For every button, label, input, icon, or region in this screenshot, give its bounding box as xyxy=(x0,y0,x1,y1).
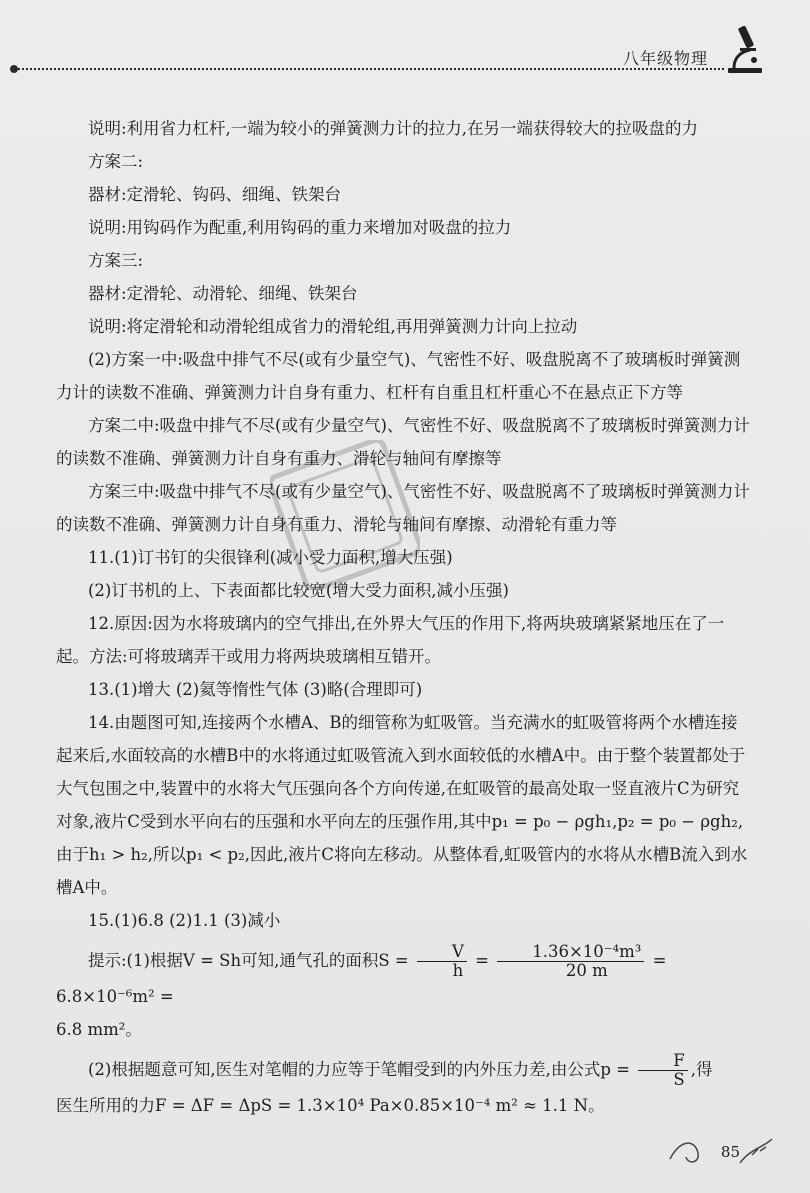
text-line: 器材:定滑轮、动滑轮、细绳、铁架台 xyxy=(88,284,358,303)
text-span: p₁ = p₀ − ρgh₁,p₂ = p₀ − ρgh₂,由于h₁ > h₂,所以p₁ < p₂,因此,液片C将向左移动。从整体看,虹吸管内的水将从水槽B流入到水槽A中。 xyxy=(56,812,748,897)
fraction xyxy=(638,1052,687,1089)
text-line: 15.(1)6.8 (2)1.1 (3)减小 xyxy=(88,911,281,930)
text-line xyxy=(56,706,752,904)
header-title: 八年级物理 xyxy=(622,49,708,68)
text-line: 方案二: xyxy=(88,152,144,171)
text-line: 11.(1)订书钉的尖很锋利(减小受力面积,增大压强) xyxy=(88,548,453,567)
fraction xyxy=(497,943,644,980)
text-span: ,得 xyxy=(690,1060,713,1079)
page-number: 85 xyxy=(720,1143,740,1161)
text-line: (2)方案一中:吸盘中排气不尽(或有少量空气)、气密性不好、吸盘脱离不了玻璃板时弹簧测力计的读数不准确、弹簧测力计自身有重力、杠杆有自重且杠杆重心不在悬点正下方等 xyxy=(56,350,741,402)
text-line: 方案二中:吸盘中排气不尽(或有少量空气)、气密性不好、吸盘脱离不了玻璃板时弹簧测力计的读数不准确、弹簧测力计自身有重力、滑轮与轴间有摩擦等 xyxy=(56,416,750,468)
text-line xyxy=(56,943,752,1013)
text-line: 医生所用的力F = ΔF = ΔpS = 1.3×10⁴ Pa×0.85×10⁻⁴ m² ≈ 1.1 N。 xyxy=(56,1096,605,1115)
fraction xyxy=(417,943,467,980)
text-line: (2)订书机的上、下表面都比较宽(增大受力面积,减小压强) xyxy=(88,581,509,600)
text-line: 说明:将定滑轮和动滑轮组成省力的滑轮组,再用弹簧测力计向上拉动 xyxy=(88,317,578,336)
text-span: (2)根据题意可知,医生对笔帽的力应等于笔帽受到的内外压力差,由公式p = xyxy=(88,1060,630,1079)
text-span: 提示:(1)根据V = Sh可知,通气孔的面积S = xyxy=(88,951,409,970)
microscope-icon xyxy=(720,22,766,74)
text-span: = 6.8×10⁻⁶m² = xyxy=(56,951,667,1006)
page-header xyxy=(14,40,796,80)
text-line: 说明:用钩码作为配重,利用钩码的重力来增加对吸盘的拉力 xyxy=(88,218,512,237)
text-span: 14.由题图可知,连接两个水槽A、B的细管称为虹吸管。当充满水的虹吸管将两个水槽连接起来后,水面较高的水槽B中的水将通过虹吸管流入到水面较低的水槽A中。由于整个装置都处于大气包围之中,装置中的水将大气压强向各个方向传递,在虹吸管的最高处取一竖直液片C为研究对象,液片C受到水平向右的压强和水平向左的压强作用,其中 xyxy=(56,713,746,831)
answer-text xyxy=(56,112,752,1122)
fraction-denominator: S xyxy=(673,1070,685,1089)
text-line: 方案三: xyxy=(88,251,144,270)
page-footer xyxy=(660,1129,780,1179)
text-line: 12.原因:因为水将玻璃内的空气排出,在外界大气压的作用下,将两块玻璃紧紧地压在了一起。方法:可将玻璃弄干或用力将两块玻璃相互错开。 xyxy=(56,614,725,666)
header-dotted-rule xyxy=(14,68,724,70)
text-line: 说明:利用省力杠杆,一端为较小的弹簧测力计的拉力,在另一端获得较大的拉吸盘的力 xyxy=(88,119,699,138)
fraction-denominator: h xyxy=(452,961,464,980)
text-line: 6.8 mm²。 xyxy=(56,1020,142,1039)
fraction-numerator: V xyxy=(417,943,467,962)
text-span: = xyxy=(475,951,489,970)
fraction-numerator: 1.36×10⁻⁴m³ xyxy=(497,943,644,962)
text-line: 13.(1)增大 (2)氦等惰性气体 (3)略(合理即可) xyxy=(88,680,423,699)
fraction-numerator: F xyxy=(638,1052,687,1071)
text-line: 方案三中:吸盘中排气不尽(或有少量空气)、气密性不好、吸盘脱离不了玻璃板时弹簧测力计的读数不准确、弹簧测力计自身有重力、滑轮与轴间有摩擦、动滑轮有重力等 xyxy=(56,482,750,534)
fraction-denominator: 20 m xyxy=(565,961,608,980)
text-line: 器材:定滑轮、钩码、细绳、铁架台 xyxy=(88,185,342,204)
text-line xyxy=(56,1052,752,1089)
